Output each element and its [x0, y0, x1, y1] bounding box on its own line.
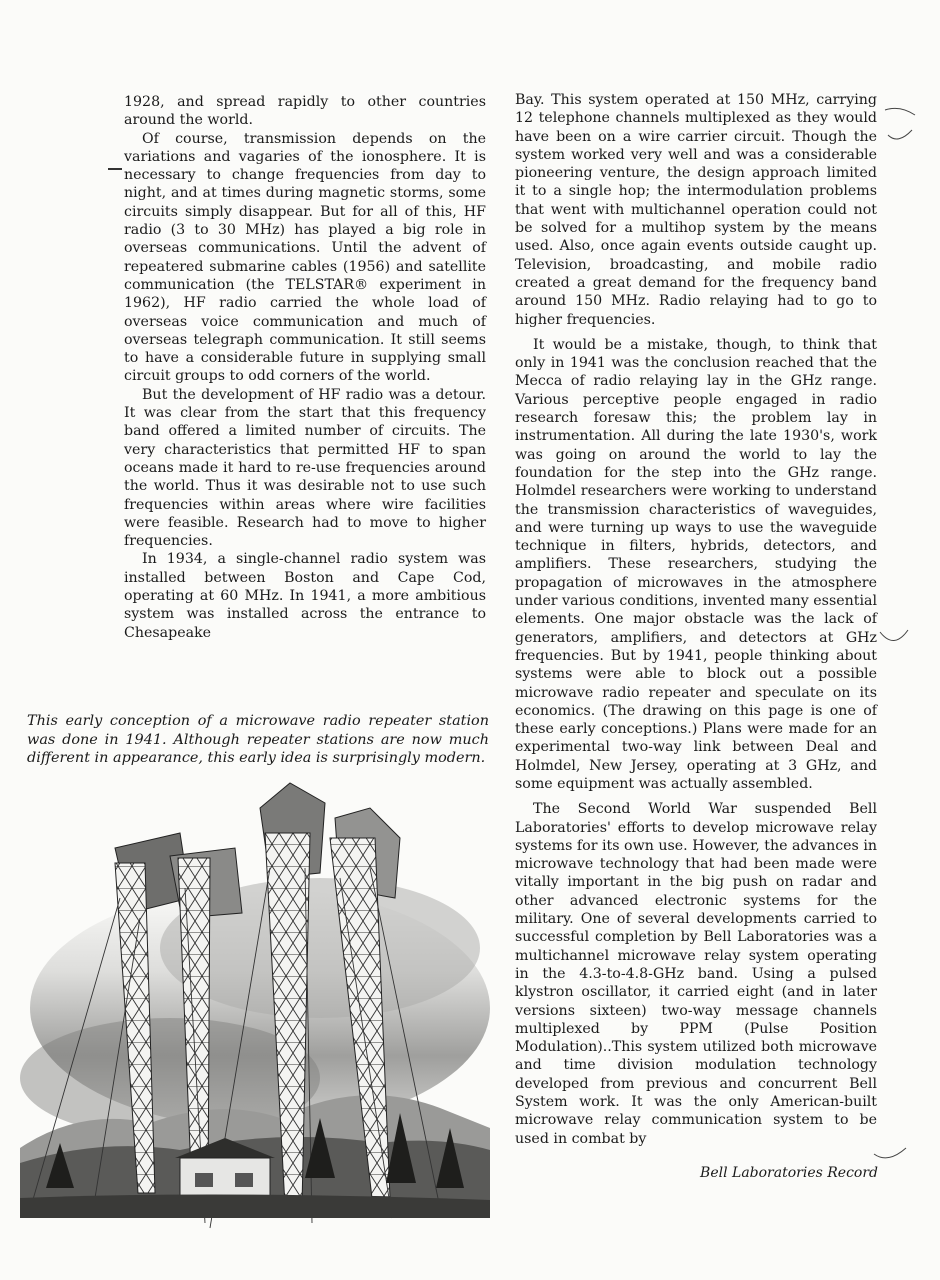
paragraph: But the development of HF radio was a detour. It was clear from the start that this frequency band offered a limited number of circuits. The very characteristics that permitted HF to span oceans made it hard to re-use frequencies around the world. Thus it was desirable not to use such frequencies within areas where wire facilities were feasible. Research had to move to higher frequencies. [124, 386, 486, 550]
publication-footer: Bell Laboratories Record [700, 1165, 878, 1181]
paragraph: Of course, transmission depends on the variations and vagaries of the ionosphere. It is necessary to change frequencies from day to night, and at times during magnetic storms, some circuits simply disappear. But for all of this, HF radio (3 to 30 MHz) has played a big role in overseas communications. Until the advent of repeatered submarine cables (1956) and satellite communication (the TELSTAR® experiment in 1962), HF radio carried the whole load of overseas voice communication and much of overseas telegraph communication. It still seems to have a considerable future in supplying small circuit groups to odd corners of the world. [124, 130, 486, 385]
sky-shading [20, 878, 490, 1138]
margin-pencil-mark [108, 168, 122, 170]
margin-pencil-mark [870, 1140, 915, 1170]
paragraph: Bay. This system operated at 150 MHz, carrying 12 telephone channels multiplexed as they would have been on a wire carrier circuit. Though the system worked very well and was a considerable pioneering venture, the design approach limited it to a single hop; the intermodulation problems that went with multichannel operation could not be solved for a multihop system by the means used. Also, once again events outside caught up. Television, broadcasting, and mobile radio created a great demand for the frequency band around 150 MHz. Radio relaying had to go to higher frequencies. [515, 92, 877, 328]
margin-pencil-mark [876, 620, 916, 660]
foreground-ground [20, 1194, 490, 1218]
left-column [124, 93, 486, 642]
right-column [515, 91, 877, 1148]
figure-caption: This early conception of a microwave radio repeater station was done in 1941. Although repeater stations are now much different in appearance, this early idea is surprisingly modern. [27, 713, 489, 767]
margin-pencil-mark [880, 100, 920, 160]
repeater-station-illustration [20, 778, 490, 1238]
paragraph: It would be a mistake, though, to think that only in 1941 was the conclusion reached that the Mecca of radio relaying lay in the GHz range. Various perceptive people engaged in radio research foresaw this; the problem lay in instrumentation. All during the late 1930's, work was going on around the world to lay the foundation for the step into the GHz range. Holmdel researchers were working to understand the transmission characteristics of waveguides, and were turning up ways to use the waveguide technique in filters, hybrids, detectors, and amplifiers. These researchers, studying the propagation of microwaves in the atmosphere under various conditions, invented many essential elements. One major obstacle was the lack of generators, amplifiers, and detectors at GHz frequencies. But by 1941, people thinking about systems were able to block out a possible microwave radio repeater and speculate on its economics. (The drawing on this page is one of these early conceptions.) Plans were made for an experimental two-way link between Deal and Holmdel, New Jersey, operating at 3 GHz, and some equipment was actually assembled. [515, 336, 877, 792]
paragraph: 1928, and spread rapidly to other countries around the world. [124, 94, 486, 129]
paragraph: In 1934, a single-channel radio system was installed between Boston and Cape Cod, operating at 60 MHz. In 1941, a more ambitious system was installed across the entrance to Chesapeake [124, 551, 486, 641]
paragraph: The Second World War suspended Bell Laboratories' efforts to develop microwave relay systems for its own use. However, the advances in microwave technology that had been made were vitally important in the big push on radar and other advanced electronic systems for the military. One of several developments carried to successful completion by Bell Laboratories was a multichannel microwave relay system operating in the 4.3-to-4.8-GHz band. Using a pulsed klystron oscillator, it carried eight (and in later versions sixteen) two-way message channels multiplexed by PPM (Pulse Position Modulation)..This system utilized both microwave and time division modulation technology developed from previous and concurrent Bell System work. It was the only American-built microwave relay communication system to be used in combat by [515, 801, 878, 1147]
